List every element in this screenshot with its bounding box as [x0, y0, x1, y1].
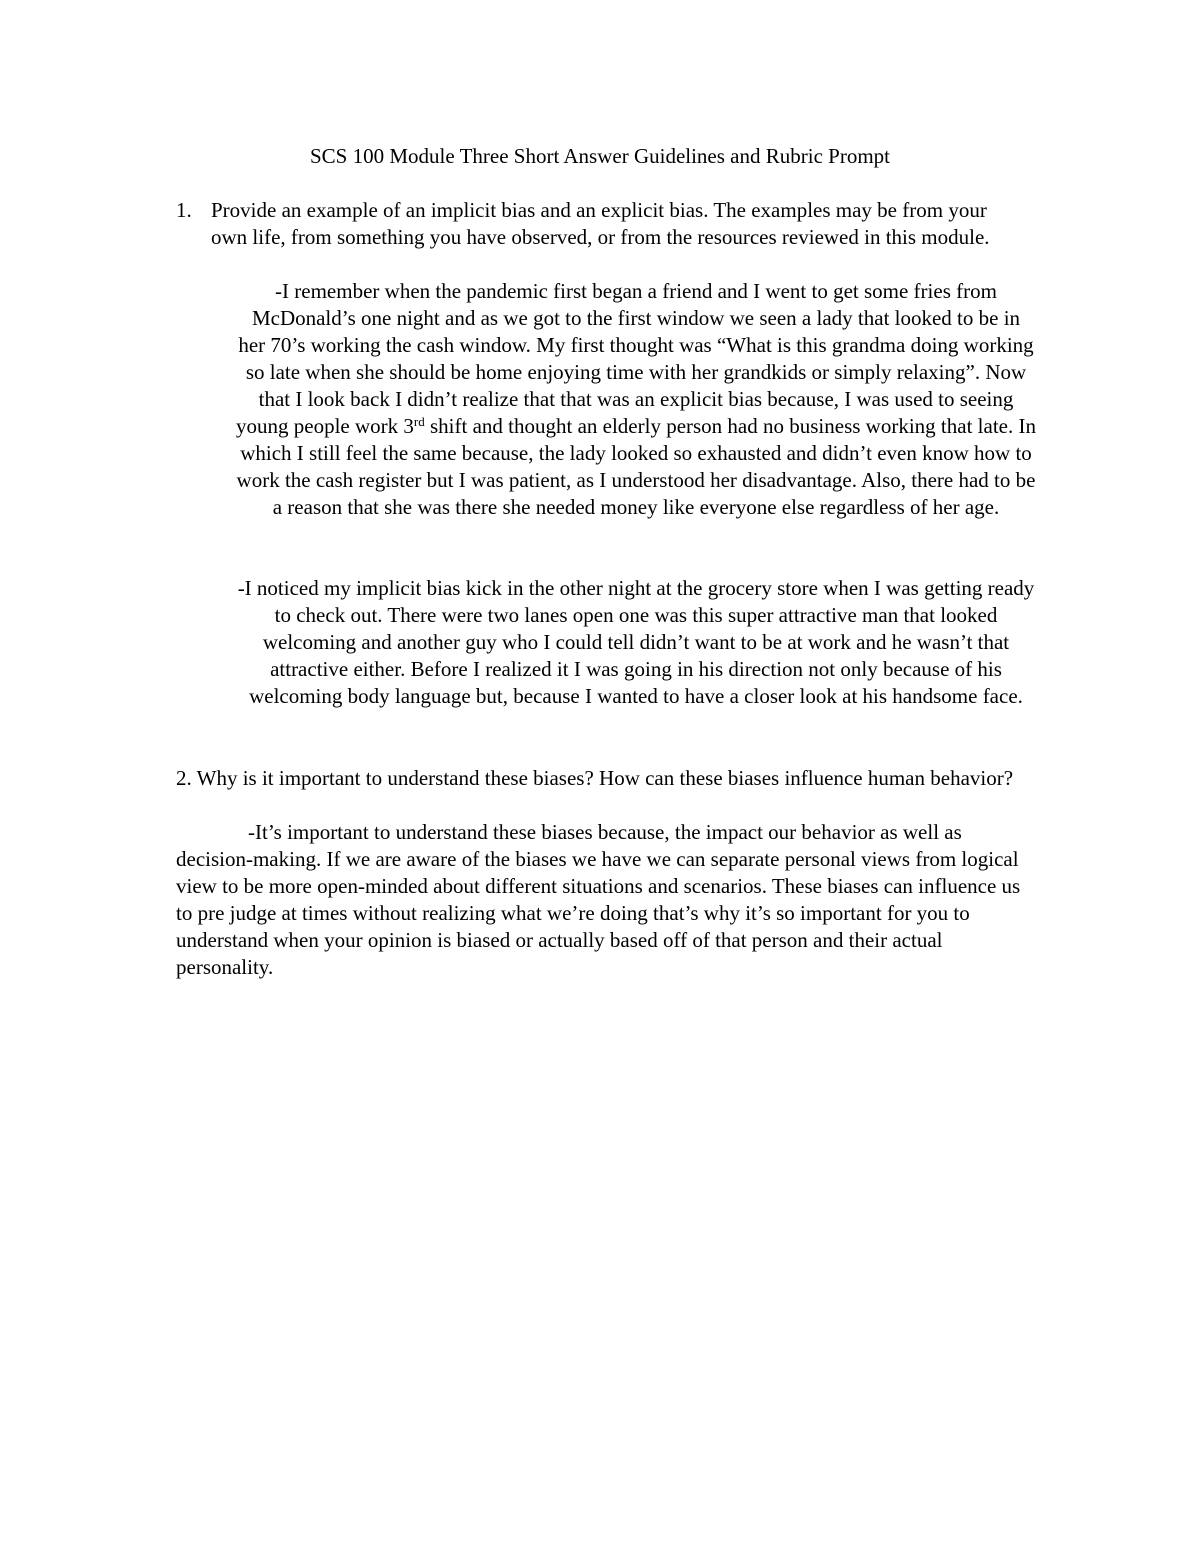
answer-1-explicit-bias — [236, 278, 1036, 521]
document-title: SCS 100 Module Three Short Answer Guidelines and Rubric Prompt — [310, 144, 890, 168]
question-2: 2. Why is it important to understand these biases? How can these biases influence human behavior? — [176, 766, 1014, 790]
answer-1-explicit-bias-part2: shift and thought an elderly person had no business working that late. In which I still feel the same because, the lady looked so exhausted and didn’t even know how to work the cash register but I was patient, as I understood her disadvantage. Also, there had to be a reason that she was there she needed money like everyone else regardless of her age. — [236, 414, 1036, 519]
answer-2: -It’s important to understand these biases because, the impact our behavior as well as decision-making. If we are aware of the biases we have we can separate personal views from logical view to be more open-minded about different situations and scenarios. These biases can influence us to pre judge at times without realizing what we’re doing that’s why it’s so important for you to understand when your opinion is biased or actually based off of that person and their actual personality. — [176, 820, 1021, 979]
ordinal-suffix: rd — [413, 414, 425, 429]
question-1-number: 1. — [176, 198, 192, 222]
question-1-text: Provide an example of an implicit bias and an explicit bias. The examples may be from your own life, from something you have observed, or from the resources reviewed in this module. — [211, 198, 990, 249]
answer-1-explicit-bias-part1: -I remember when the pandemic first began a friend and I went to get some fries from McDonald’s one night and as we got to the first window we seen a lady that looked to be in her 70’s working the cash window. My first thought was “What is this grandma doing working so late when she should be home enjoying time with her grandkids or simply relaxing”. Now that I look back I didn’t realize that that was an explicit bias because, I was used to seeing young people work 3 — [236, 279, 1034, 438]
answer-1-implicit-bias: -I noticed my implicit bias kick in the other night at the grocery store when I was getting ready to check out. There were two lanes open one was this super attractive man that looked welcoming and another guy who I could tell didn’t want to be at work and he wasn’t that attractive either. Before I realized it I was going in his direction not only because of his welcoming body language but, because I wanted to have a closer look at his handsome face. — [237, 576, 1035, 708]
